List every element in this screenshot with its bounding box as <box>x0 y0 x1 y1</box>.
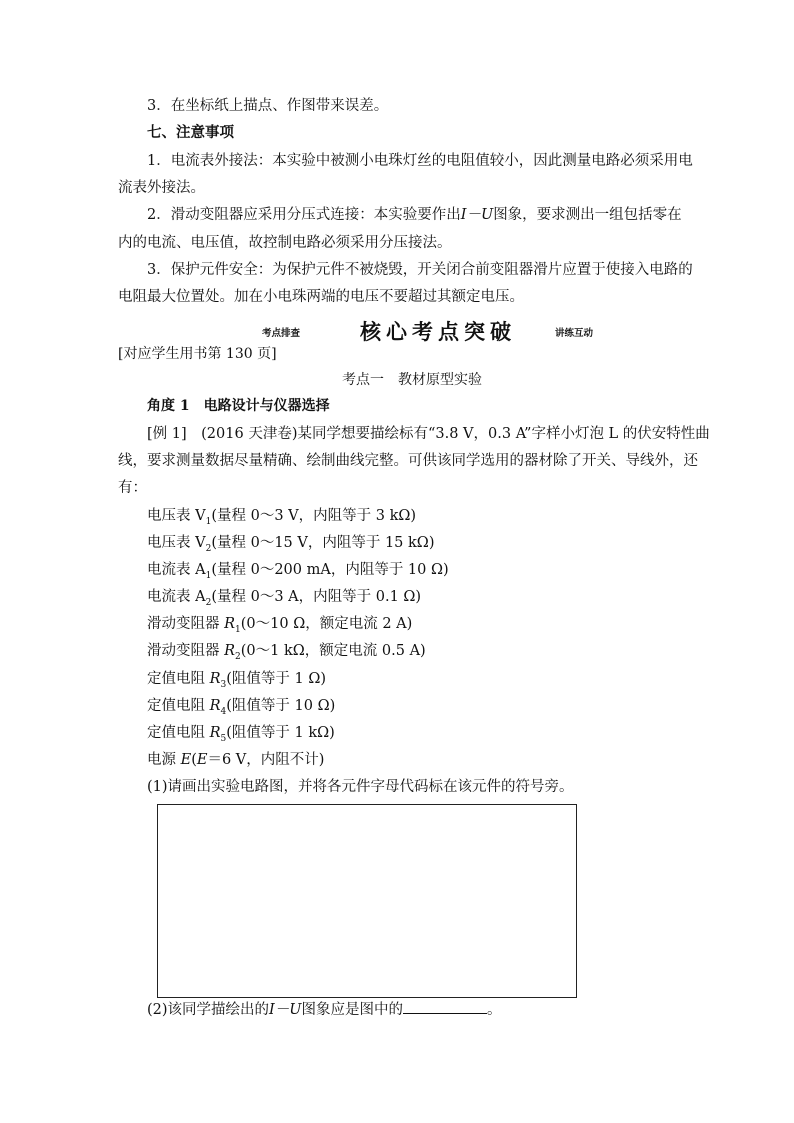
example-line-1: [例 1] (2016 天津卷)某同学想要描绘标有“3.8 V，0.3 A”字样小灯泡 L 的伏安特性曲 <box>147 426 710 442</box>
equipment-item: 定值电阻 $R_5$(阻值等于 1 kΩ) <box>147 725 335 744</box>
note-3-line-2: 电阻最大位置处。加在小电珠两端的电压不要超过其额定电压。 <box>118 289 524 305</box>
equipment-item: 定值电阻 $R_3$(阻值等于 1 Ω) <box>147 671 327 690</box>
equipment-item: 电压表 $V_2$(量程 0～15 V，内阻等于 15 kΩ) <box>147 535 435 554</box>
error-item-3: 3．在坐标纸上描点、作图带来误差。 <box>147 98 389 114</box>
question-2: (2)该同学描绘出的I－U图象应是图中的 。 <box>147 998 502 1020</box>
banner-right-label: 讲练互动 <box>555 328 594 339</box>
banner-title: 核心考点突破 <box>360 319 516 344</box>
banner-left-label: 考点排查 <box>262 328 301 339</box>
question-1: (1)请画出实验电路图，并将各元件字母代码标在该元件的符号旁。 <box>147 779 574 795</box>
note-2-line-2: 内的电流、电压值，故控制电路必须采用分压接法。 <box>118 235 452 251</box>
circuit-drawing-box[interactable] <box>157 804 577 998</box>
note-2-line-1: 2．滑动变阻器应采用分压式连接：本实验要作出I－U图象，要求测出一组包括零在 <box>147 207 682 223</box>
answer-blank[interactable] <box>403 998 487 1014</box>
example-line-3: 有： <box>118 480 147 496</box>
equipment-item: 定值电阻 $R_4$(阻值等于 10 Ω) <box>147 698 336 717</box>
textbook-page-ref: [对应学生用书第 130 页] <box>118 346 277 362</box>
example-line-2: 线，要求测量数据尽量精确、绘制曲线完整。可供该同学选用的器材除了开关、导线外，还 <box>118 453 698 469</box>
equipment-item: 电压表 $V_1$(量程 0～3 V，内阻等于 3 kΩ) <box>147 508 417 527</box>
equipment-power-source: 电源 E(E＝6 V，内阻不计) <box>147 752 325 768</box>
equipment-item: 滑动变阻器 $R_1(0\sim 10$ Ω，额定电流 2 A) <box>147 616 413 635</box>
angle-title: 角度 1 电路设计与仪器选择 <box>147 398 330 414</box>
note-1-line-1: 1．电流表外接法：本实验中被测小电珠灯丝的电阻值较小，因此测量电路必须采用电 <box>147 153 693 169</box>
note-3-line-1: 3．保护元件安全：为保护元件不被烧毁，开关闭合前变阻器滑片应置于使接入电路的 <box>147 262 693 278</box>
equipment-item: 滑动变阻器 $R_2(0\sim 1$ kΩ，额定电流 0.5 A) <box>147 643 426 662</box>
equipment-item: 电流表 $A_2$(量程 0～3 A，内阻等于 0.1 Ω) <box>147 589 422 608</box>
topic-title: 考点一 教材原型实验 <box>342 372 482 388</box>
equipment-item: 电流表 $A_1$(量程 0～200 mA，内阻等于 10 Ω) <box>147 562 449 581</box>
note-1-line-2: 流表外接法。 <box>118 180 205 196</box>
section-heading-notes: 七、注意事项 <box>147 124 234 141</box>
